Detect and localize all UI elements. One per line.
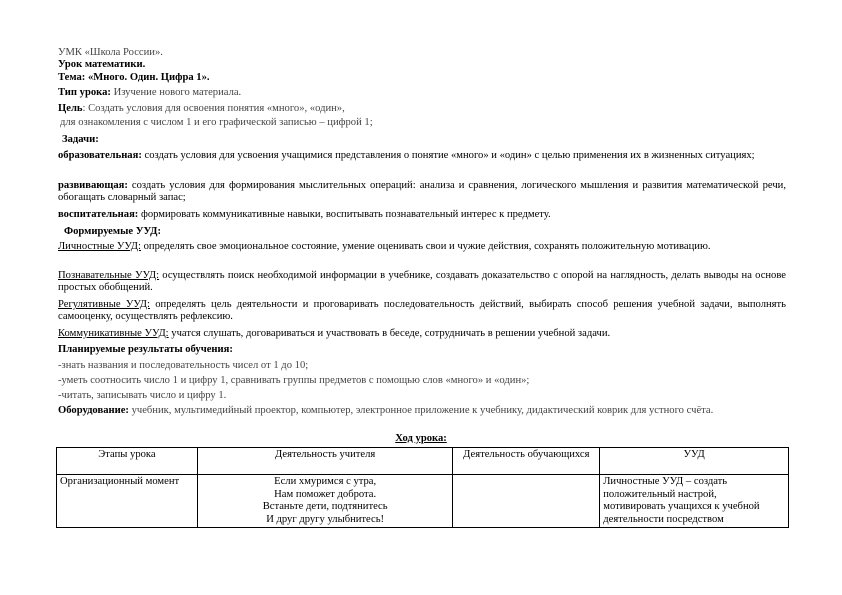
uud-regulatory [58,299,786,325]
lesson-plan-table [56,447,789,528]
results-heading: Планируемые результаты обучения: [58,344,233,355]
task-upbringing-label: воспитательная: [58,209,139,220]
uud-heading: Формируемые УУД: [64,226,162,237]
col-header-uud: УУД [600,448,789,475]
lesson-subject: Урок математики. [58,59,146,70]
col-header-teacher: Деятельность учителя [197,448,453,475]
equipment [58,404,786,430]
equipment-text: учебник, мультимедийный проектор, компьютер, электронное приложение к учебнику, дидактический коврик для устного счёта. [128,405,714,416]
students-cell [453,475,600,528]
uud-line: мотивировать учащихся к учебной [603,501,760,512]
uud-cognitive-label: Познавательные УУД: [58,270,160,281]
teacher-line: Встаньте дети, подтянитесь [262,501,388,512]
uud-personal [58,241,786,267]
uud-regulatory-label: Регулятивные УУД: [58,299,150,310]
result-item-3: -читать, записывать число и цифру 1. [58,390,227,401]
lesson-goal-continued: для ознакомления с числом 1 и его графической записью – цифрой 1; [60,117,373,128]
teacher-line: Если хмуримся с утра, [274,476,377,487]
lesson-type-label: Тип урока: [58,87,111,98]
task-developing [58,180,786,206]
uud-personal-label: Личностные УУД: [58,241,141,252]
col-header-stage: Этапы урока [57,448,198,475]
uud-regulatory-text: определять цель деятельности и проговаривать последовательность действий, выбирать способ решения учебной задачи, выполнять самооценку, осуществлять рефлексию. [58,299,786,322]
stage-cell: Организационный момент [57,475,198,528]
uud-communicative-text: учатся слушать, договариваться и участвовать в беседе, сотрудничать в решении учебной задачи. [168,328,611,339]
lesson-type-value: Изучение нового материала. [110,87,242,98]
lesson-goal-label: Цель [58,103,83,114]
task-educational-label: образовательная: [58,150,142,161]
teacher-cell [197,475,453,528]
task-upbringing-text: формировать коммуникативные навыки, воспитывать познавательный интерес к предмету. [138,209,551,220]
lesson-topic: Тема: «Много. Один. Цифра 1». [58,72,210,83]
uud-cognitive [58,270,786,296]
result-item-1: -знать названия и последовательность чисел от 1 до 10; [58,360,309,371]
task-developing-text: создать условия для формирования мыслительных операций: анализа и сравнения, логического мышления и развития математической речи, обогащать словарный запас; [58,180,786,203]
col-header-students: Деятельность обучающихся [453,448,600,475]
uud-line: деятельности посредством [603,513,724,525]
teacher-line: Нам поможет доброта. [274,488,377,500]
equipment-label: Оборудование: [58,405,129,416]
lesson-type [58,87,786,99]
uud-communicative-label: Коммуникативные УУД: [58,328,169,339]
task-developing-label: развивающая: [58,180,128,191]
uud-line: Личностные УУД – создать [603,476,728,487]
teacher-line: И друг другу улыбнитесь! [266,513,385,525]
lesson-goal-value: : Создать условия для освоения понятия «много», «один», [82,103,345,114]
table-row [57,475,789,528]
result-item-2: -уметь соотносить число 1 и цифру 1, сравнивать группы предметов с помощью слов «много» и «один»; [58,375,530,386]
umk-line: УМК «Школа России». [58,47,163,58]
uud-communicative [58,328,786,340]
task-educational [58,150,786,176]
uud-line: положительный настрой, [603,488,717,500]
uud-cognitive-text: осуществлять поиск необходимой информации в учебнике, создавать доказательство с опорой на наглядность, делать выводы на основе простых обобщений. [58,270,786,293]
lesson-course-title: Ход урока: [395,433,447,444]
task-upbringing [58,209,786,221]
table-header-row [57,448,789,475]
uud-cell [600,475,789,528]
tasks-heading: Задачи: [62,134,99,145]
task-educational-text: создать условия для усвоения учащимися представления о понятие «много» и «один» с целью применения их в жизненных ситуациях; [141,150,755,161]
lesson-goal [58,103,786,115]
uud-personal-text: определять свое эмоциональное состояние, умение оценивать свои и чужие действия, сохранять положительную мотивацию. [140,241,711,252]
